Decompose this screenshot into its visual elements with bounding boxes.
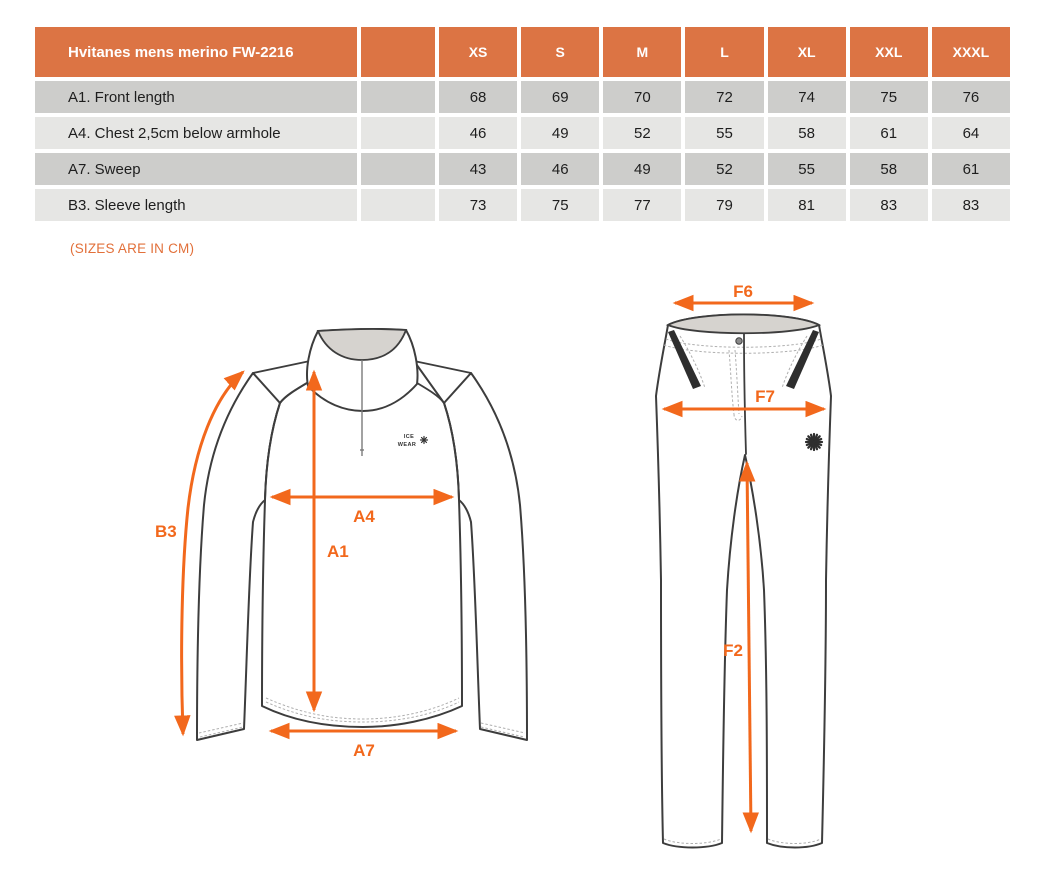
- snowflake-icon: [806, 434, 822, 450]
- value-cell: 79: [685, 189, 763, 221]
- row-label: A7. Sweep: [35, 153, 357, 185]
- value-cell: 76: [932, 81, 1010, 113]
- shirt-diagram: [155, 329, 527, 760]
- value-cell: 58: [768, 117, 846, 149]
- table-title: Hvitanes mens merino FW-2216: [35, 27, 357, 77]
- value-cell: 58: [850, 153, 928, 185]
- value-cell: 43: [439, 153, 517, 185]
- f2-label: F2: [723, 641, 743, 660]
- f2-arrow: [747, 463, 751, 831]
- f6-label: F6: [733, 282, 753, 301]
- value-cell: 52: [685, 153, 763, 185]
- size-header-xxl: XXL: [850, 27, 928, 77]
- value-cell: 68: [439, 81, 517, 113]
- value-cell: 46: [521, 153, 599, 185]
- sizes-unit-note: (SIZES ARE IN CM): [70, 241, 195, 256]
- row-label: A4. Chest 2,5cm below armhole: [35, 117, 357, 149]
- a4-label: A4: [353, 507, 375, 526]
- a1-label: A1: [327, 542, 349, 561]
- value-cell: 64: [932, 117, 1010, 149]
- waistband: [668, 315, 819, 334]
- value-cell: 52: [603, 117, 681, 149]
- size-header-l: L: [685, 27, 763, 77]
- size-header-m: M: [603, 27, 681, 77]
- value-cell: 69: [521, 81, 599, 113]
- size-header-xs: XS: [439, 27, 517, 77]
- a7-label: A7: [353, 741, 375, 760]
- pants-diagram: [656, 282, 831, 848]
- row-label: B3. Sleeve length: [35, 189, 357, 221]
- value-cell: 81: [768, 189, 846, 221]
- value-cell: 49: [521, 117, 599, 149]
- value-cell: 72: [685, 81, 763, 113]
- waist-button: [736, 338, 742, 344]
- brand-line1: ICE: [403, 434, 415, 440]
- row-label: A1. Front length: [35, 81, 357, 113]
- size-header-xxxl: XXXL: [932, 27, 1010, 77]
- value-cell: 70: [603, 81, 681, 113]
- pants-body: [656, 315, 831, 848]
- snowflake-icon: [421, 437, 428, 444]
- value-cell: 61: [932, 153, 1010, 185]
- value-cell: 61: [850, 117, 928, 149]
- value-cell: 55: [685, 117, 763, 149]
- value-cell: 55: [768, 153, 846, 185]
- f7-label: F7: [755, 387, 775, 406]
- size-header-xl: XL: [768, 27, 846, 77]
- value-cell: 83: [932, 189, 1010, 221]
- size-header-s: S: [521, 27, 599, 77]
- value-cell: 74: [768, 81, 846, 113]
- value-cell: 77: [603, 189, 681, 221]
- value-cell: 83: [850, 189, 928, 221]
- brand-line2: WEAR: [397, 442, 417, 448]
- value-cell: 49: [603, 153, 681, 185]
- value-cell: 75: [850, 81, 928, 113]
- value-cell: 73: [439, 189, 517, 221]
- b3-label: B3: [155, 522, 177, 541]
- value-cell: 46: [439, 117, 517, 149]
- value-cell: 75: [521, 189, 599, 221]
